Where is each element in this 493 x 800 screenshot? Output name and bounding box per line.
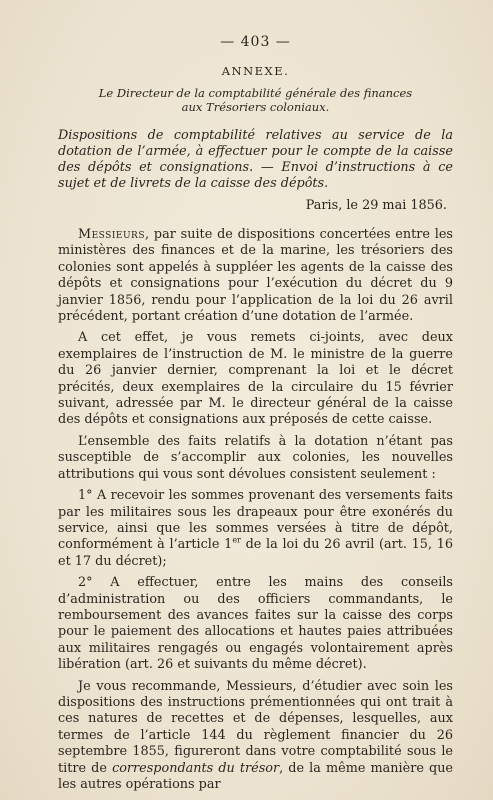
subject-heading: Dispositions de comptabilité relatives au service de la dotation de l’armée, à effectuer pour le compte de la caisse des dépôts et consignations. — Envoi d’instructions à ce sujet et de livrets de la caisse des dépôts. [58,128,453,191]
paragraph-1-text: , par suite de dispositions concertées entre les ministères des finances et de la marine, les trésoriers des colonies sont appelés à suppléer les agents de la caisse des dépôts et consignations pour l’exécution du décret du 9 janvier 1856, rendu pour l’application de la loi du 26 avril précédent, portant création d’une dotation de l’armée. [58,227,453,325]
paragraph-6-text-b: , de la même manière que les autres opérations par [58,760,454,792]
annex-title: ANNEXE. [221,64,290,78]
paragraph-6-text-a: Je vous recommande, Messieurs, d’étudier avec soin les dispositions des instructions prémentionnées qui ont trait à ces natures de recettes et de dépenses, lesquelles, aux termes de l’article 144 du règlement financier du 26 septembre 1855, figureront dans votre comptabilité sous le titre de [58,678,453,776]
dateline: Paris, le 29 mai 1856. [305,198,447,213]
addressee-line-1: Le Directeur de la comptabilité générale des finances [98,86,413,100]
paragraph-5: 2° A effectuer, entre les mains des conseils d’administration ou des officiers commandants, le remboursement des avances faites sur la caisse des corps pour le paiement des allocations et hautes paies attribuées aux militaires rengagés ou engagés volontairement après libération (art. 26 et suivants du même décret). [58,575,453,673]
salutation: Messieurs [78,227,145,242]
paragraph-4 [58,488,453,570]
paragraph-4-text-b: de la loi du 26 avril (art. 15, 16 et 17 du décret); [58,537,453,569]
addressee-block [58,86,453,114]
paragraph-6-italic-term: correspondants du trésor [112,760,280,776]
paragraph-2: A cet effet, je vous remets ci-joints, avec deux exemplaires de l’instruction de M. le ministre de la guerre du 26 janvier dernier, comprenant la loi et le décret précités, deux exemplaires de la circulaire du 15 février suivant, adressée par M. le directeur général de la caisse des dépôts et consignations aux préposés de cette caisse. [58,330,453,428]
paragraph-1 [58,227,453,325]
paragraph-3: L’ensemble des faits relatifs à la dotation n’étant pas susceptible de s’accomplir aux colonies, les nouvelles attributions qui vous sont dévolues consistent seulement : [58,433,453,482]
ordinal-superscript: er [232,536,241,546]
page-number: — 403 — [220,34,291,50]
paragraph-4-text-a: 1° A recevoir les sommes provenant des versements faits par les militaires sous les drapeaux pour être exonérés du service, ainsi que les sommes versées à titre de dépôt, conformément à l’article 1 [58,488,453,553]
addressee-line-2: aux Trésoriers coloniaux. [181,100,330,114]
paragraph-6 [58,679,453,794]
